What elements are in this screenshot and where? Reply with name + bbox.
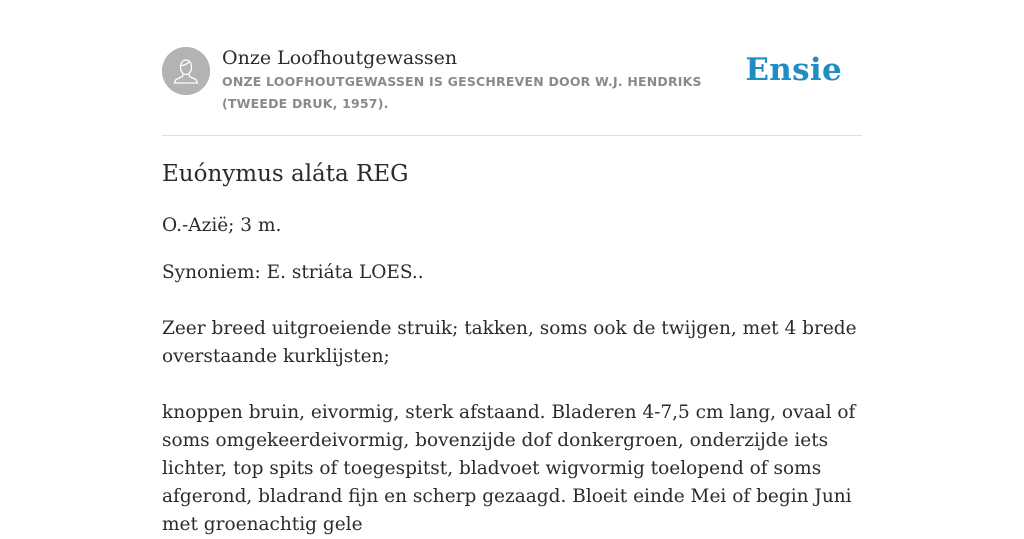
entry-paragraph: O.-Azië; 3 m. (162, 215, 282, 236)
entry-paragraph: knoppen bruin, eivormig, sterk afstaand. Bladeren 4-7,5 cm lang, ovaal of soms omgekeerdeivormig, bovenzijde dof donkergroen, onderzijde iets lichter, top spits of toegespitst, bladvoet wigvormig toelopend of soms afgerond, bladrand fijn en scherp gezaagd. Bloeit einde Mei of begin Juni met groenachtig gele (162, 402, 856, 535)
brand-logo[interactable]: Ensie (745, 52, 842, 88)
user-silhouette-icon (162, 47, 210, 95)
header-divider (162, 135, 862, 136)
source-header (162, 46, 862, 136)
entry-paragraph: Synoniem: E. striáta LOES.. (162, 262, 424, 283)
entry-title: Euónymus aláta REG (162, 161, 409, 187)
entry-paragraph: Zeer breed uitgroeiende struik; takken, soms ook de twijgen, met 4 brede overstaande kurklijsten; (162, 318, 857, 367)
source-title[interactable]: Onze Loofhoutgewassen (222, 47, 458, 69)
source-description: ONZE LOOFHOUTGEWASSEN IS GESCHREVEN DOOR W.J. HENDRIKS (TWEEDE DRUK, 1957). (222, 74, 702, 111)
